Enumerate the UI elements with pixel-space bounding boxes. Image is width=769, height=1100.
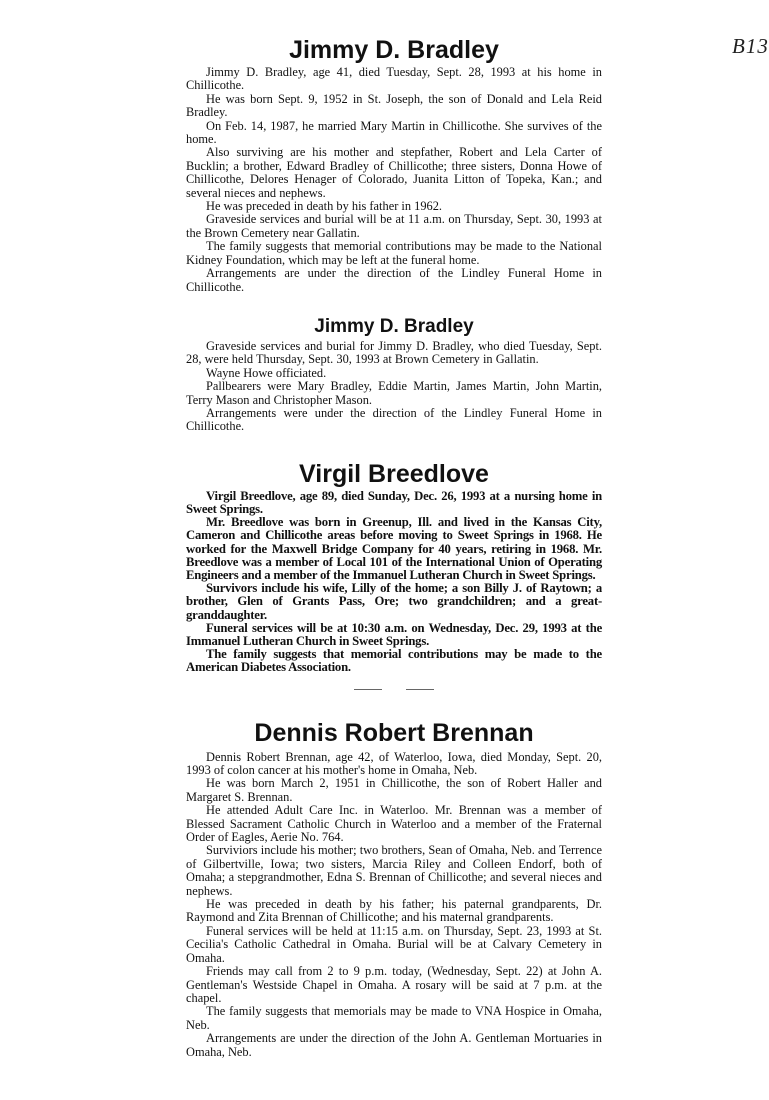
obituary-paragraph: Survivors include his wife, Lilly of the home; a son Billy J. of Raytown; a brother, Glen of Grants Pass, Ore; two grandchildren; and a great-granddaughter. bbox=[186, 581, 602, 622]
obituary-paragraph: He was preceded in death by his father in 1962. bbox=[206, 199, 443, 214]
obituary-paragraph: Arrangements were under the direction of the Lindley Funeral Home in Chillicothe. bbox=[186, 405, 602, 434]
page-mark: B13 bbox=[732, 34, 769, 58]
obituary-breedlove bbox=[186, 460, 602, 695]
obituary-title: Jimmy D. Bradley bbox=[289, 36, 499, 64]
obituary-title: Jimmy D. Bradley bbox=[314, 315, 474, 337]
obituary-paragraph: Surviviors include his mother; two brothers, Sean of Omaha, Neb. and Terrence of Gilbertville, Iowa; two sisters, Marcia Riley and Colleen Endorf, both of Omaha; a stepgrandmother, Edna S. Brennan of Chillicothe; and several nieces and nephews. bbox=[186, 843, 602, 898]
obituary-paragraph: Funeral services will be held at 11:15 a.m. on Thursday, Sept. 23, 1993 at St. Cecilia's Catholic Cathedral in Omaha. Burial will be at Calvary Cemetery in Omaha. bbox=[186, 923, 602, 965]
obituary-paragraph: He was preceded in death by his father; his paternal grandparents, Dr. Raymond and Zita Brennan of Chillicothe; and his maternal grandparents. bbox=[186, 897, 602, 925]
obituary-paragraph: Arrangements are under the direction of the John A. Gentleman Mortuaries in Omaha, Neb. bbox=[186, 1031, 602, 1059]
obituary-paragraph: He was born Sept. 9, 1952 in St. Joseph, the son of Donald and Lela Reid Bradley. bbox=[186, 91, 602, 120]
obituary-paragraph: Funeral services will be at 10:30 a.m. on Wednesday, Dec. 29, 1993 at the Immanuel Lutheran Church in Sweet Springs. bbox=[186, 620, 602, 648]
obituary-title: Dennis Robert Brennan bbox=[254, 718, 534, 747]
obituary-paragraph: On Feb. 14, 1987, he married Mary Martin in Chillicothe. She survives of the home. bbox=[186, 118, 602, 147]
obituary-paragraph: Dennis Robert Brennan, age 42, of Waterloo, Iowa, died Monday, Sept. 20, 1993 of colon cancer at his mother's home in Omaha, Neb. bbox=[186, 749, 602, 777]
section-divider bbox=[186, 681, 602, 695]
obituary-paragraph: Friends may call from 2 to 9 p.m. today, (Wednesday, Sept. 22) at John A. Gentleman's Westside Chapel in Omaha. A rosary will be said at 7 p.m. at the chapel. bbox=[186, 964, 602, 1005]
obituary-paragraph: Graveside services and burial will be at 11 a.m. on Thursday, Sept. 30, 1993 at the Brown Cemetery near Gallatin. bbox=[186, 212, 602, 240]
obituary-paragraph: Also surviving are his mother and stepfather, Robert and Lela Carter of Bucklin; a brother, Edward Bradley of Chillicothe; three sisters, Donna Howe of Chillicothe, Delores Henager of Colorado, Juanita Litton of Topeka, Kan.; and several nieces and nephews. bbox=[186, 145, 602, 200]
obituary-column bbox=[186, 36, 602, 1059]
obituary-title: Virgil Breedlove bbox=[299, 459, 489, 488]
obituary-paragraph: He attended Adult Care Inc. in Waterloo. Mr. Brennan was a member of Blessed Sacrament Catholic Church in Waterloo and a member of the Fraternal Order of Eagles, Aerie No. 764. bbox=[186, 803, 602, 845]
obituary-paragraph: Graveside services and burial for Jimmy D. Bradley, who died Tuesday, Sept. 28, were held Thursday, Sept. 30, 1993 at Brown Cemetery in Gallatin. bbox=[186, 338, 602, 367]
obituary-bradley-services bbox=[186, 316, 602, 434]
obituary-paragraph: Mr. Breedlove was born in Greenup, Ill. and lived in the Kansas City, Cameron and Chillicothe areas before moving to Sweet Springs in 1968. He worked for the Maxwell Bridge Company for 40 years, retiring in 1968. Mr. Breedlove was a member of Local 101 of the International Union of Operating Engineers and a member of the Immanuel Lutheran Church in Sweet Springs. bbox=[186, 515, 602, 582]
obituary-bradley bbox=[186, 36, 602, 294]
obituary-brennan bbox=[186, 719, 602, 1059]
obituary-paragraph: He was born March 2, 1951 in Chillicothe, the son of Robert Haller and Margaret S. Brennan. bbox=[186, 776, 602, 804]
obituary-paragraph: Arrangements are under the direction of the Lindley Funeral Home in Chillicothe. bbox=[186, 266, 602, 294]
obituary-paragraph: Wayne Howe officiated. bbox=[206, 365, 327, 380]
obituary-paragraph: The family suggests that memorial contributions may be made to the American Diabetes Association. bbox=[186, 647, 602, 675]
obituary-paragraph: Pallbearers were Mary Bradley, Eddie Martin, James Martin, John Martin, Terry Mason and Christopher Mason. bbox=[186, 379, 602, 407]
obituary-paragraph: The family suggests that memorial contributions may be made to the National Kidney Foundation, which may be left at the funeral home. bbox=[186, 239, 602, 267]
obituary-paragraph: Virgil Breedlove, age 89, died Sunday, Dec. 26, 1993 at a nursing home in Sweet Springs. bbox=[186, 488, 602, 516]
obituary-paragraph: Jimmy D. Bradley, age 41, died Tuesday, Sept. 28, 1993 at his home in Chillicothe. bbox=[186, 65, 602, 93]
obituary-paragraph: The family suggests that memorials may be made to VNA Hospice in Omaha, Neb. bbox=[186, 1004, 602, 1032]
